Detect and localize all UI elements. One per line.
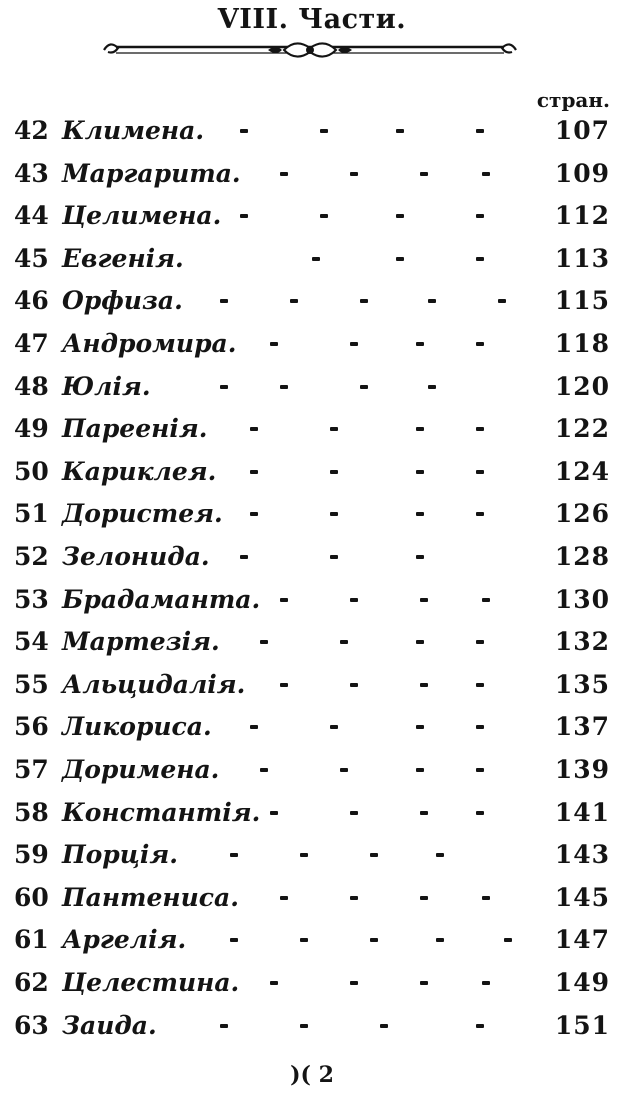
leader-dash — [476, 342, 484, 346]
dot-leader — [220, 410, 512, 448]
signature-mark: )( 2 — [290, 1062, 334, 1088]
leader-dash — [482, 981, 490, 985]
leader-dash — [428, 299, 436, 303]
leader-dash — [240, 555, 248, 559]
toc-entry — [0, 197, 624, 235]
leader-dash — [380, 1024, 388, 1028]
leader-dash — [330, 470, 338, 474]
entry-title: Маргарита. — [62, 158, 241, 188]
entry-number: 54 — [14, 627, 49, 657]
toc-entry — [0, 921, 624, 959]
entry-number: 62 — [14, 968, 49, 997]
leader-dash — [320, 129, 328, 133]
entry-page-number: 147 — [554, 925, 610, 955]
leader-dash — [260, 640, 268, 644]
entry-page-number: 109 — [554, 158, 610, 188]
dot-leader — [220, 751, 512, 789]
dot-leader — [220, 921, 512, 959]
entry-title: Андромира. — [62, 329, 237, 358]
leader-dash — [280, 172, 288, 176]
leader-dash — [416, 427, 424, 431]
leader-dash — [396, 214, 404, 218]
toc-entry — [0, 155, 624, 193]
page-column-label: стран. — [536, 88, 610, 112]
leader-dash — [420, 811, 428, 815]
entry-title: Пареенія. — [62, 414, 208, 444]
leader-dash — [476, 470, 484, 474]
entry-title: Целимена. — [62, 201, 222, 231]
entry-number: 43 — [14, 158, 49, 188]
entry-title: Аргелія. — [62, 925, 187, 955]
leader-dash — [504, 938, 512, 942]
leader-dash — [350, 981, 358, 985]
toc-entry — [0, 708, 624, 746]
leader-dash — [350, 896, 358, 900]
leader-dash — [416, 470, 424, 474]
entry-title: Евгенія. — [62, 243, 184, 273]
dot-leader — [220, 879, 512, 917]
entry-number: 52 — [14, 542, 49, 571]
entry-page-number: 118 — [554, 329, 610, 358]
leader-dash — [370, 938, 378, 942]
toc-entry — [0, 453, 624, 491]
dot-leader — [220, 282, 512, 320]
leader-dash — [436, 853, 444, 857]
leader-dash — [340, 640, 348, 644]
leader-dash — [360, 385, 368, 389]
entry-page-number: 120 — [554, 371, 610, 401]
leader-dash — [416, 555, 424, 559]
leader-dash — [428, 385, 436, 389]
dot-leader — [220, 325, 512, 363]
toc-entry — [0, 964, 624, 1002]
toc-entry — [0, 495, 624, 533]
leader-dash — [250, 470, 258, 474]
dot-leader — [220, 453, 512, 491]
leader-dash — [476, 129, 484, 133]
entry-number: 48 — [14, 371, 49, 401]
entry-number: 57 — [14, 755, 49, 784]
entry-number: 50 — [14, 456, 49, 486]
leader-dash — [476, 811, 484, 815]
dot-leader — [220, 581, 512, 619]
leader-dash — [476, 257, 484, 261]
leader-dash — [300, 938, 308, 942]
toc-entry — [0, 751, 624, 789]
leader-dash — [416, 342, 424, 346]
leader-dash — [416, 768, 424, 772]
entry-page-number: 115 — [554, 286, 610, 316]
entry-title: Пантениса. — [62, 882, 239, 912]
leader-dash — [420, 896, 428, 900]
entry-title: Альцидалія. — [62, 669, 246, 699]
entry-number: 63 — [14, 1010, 49, 1040]
entry-title: Кариклея. — [62, 456, 217, 486]
toc-entry — [0, 623, 624, 661]
entry-number: 46 — [14, 286, 49, 316]
leader-dash — [482, 598, 490, 602]
entry-page-number: 149 — [554, 968, 610, 997]
leader-dash — [476, 1024, 484, 1028]
dot-leader — [220, 155, 512, 193]
leader-dash — [350, 811, 358, 815]
entry-page-number: 126 — [554, 499, 610, 529]
entry-number: 42 — [14, 116, 49, 145]
leader-dash — [340, 768, 348, 772]
leader-dash — [436, 938, 444, 942]
leader-dash — [420, 683, 428, 687]
entry-number: 49 — [14, 414, 49, 444]
leader-dash — [396, 129, 404, 133]
leader-dash — [350, 683, 358, 687]
toc-entry — [0, 325, 624, 363]
entry-number: 47 — [14, 329, 49, 358]
leader-dash — [270, 811, 278, 815]
leader-dash — [350, 598, 358, 602]
entry-number: 51 — [14, 499, 49, 529]
entry-title: Ликориса. — [62, 712, 212, 742]
entry-page-number: 107 — [554, 116, 610, 145]
toc-entry — [0, 581, 624, 619]
toc-entry — [0, 794, 624, 832]
entry-title: Орфиза. — [62, 286, 183, 316]
leader-dash — [370, 853, 378, 857]
dot-leader — [220, 666, 512, 704]
entry-page-number: 122 — [554, 414, 610, 444]
entry-number: 58 — [14, 797, 49, 827]
leader-dash — [350, 172, 358, 176]
entry-page-number: 112 — [554, 201, 610, 231]
entry-page-number: 124 — [554, 456, 610, 486]
leader-dash — [420, 172, 428, 176]
leader-dash — [498, 299, 506, 303]
leader-dash — [416, 512, 424, 516]
toc-entry — [0, 368, 624, 406]
entry-page-number: 132 — [554, 627, 610, 657]
decorative-rule-ornament-icon — [96, 36, 524, 64]
leader-dash — [476, 214, 484, 218]
entry-page-number: 151 — [554, 1010, 610, 1040]
entry-title: Мартезія. — [62, 627, 220, 657]
leader-dash — [230, 938, 238, 942]
leader-dash — [230, 853, 238, 857]
leader-dash — [416, 725, 424, 729]
entry-number: 45 — [14, 243, 49, 273]
leader-dash — [360, 299, 368, 303]
entry-page-number: 143 — [554, 840, 610, 870]
leader-dash — [250, 725, 258, 729]
leader-dash — [270, 981, 278, 985]
toc-entry — [0, 240, 624, 278]
leader-dash — [220, 385, 228, 389]
page-header: VIII. Части. — [217, 4, 407, 35]
leader-dash — [420, 598, 428, 602]
leader-dash — [240, 129, 248, 133]
entry-title: Брадаманта. — [62, 584, 261, 614]
leader-dash — [330, 427, 338, 431]
entry-title: Порція. — [62, 840, 178, 870]
entry-page-number: 141 — [554, 797, 610, 827]
dot-leader — [220, 495, 512, 533]
entry-page-number: 128 — [554, 542, 610, 571]
leader-dash — [250, 512, 258, 516]
toc-entry — [0, 879, 624, 917]
leader-dash — [416, 640, 424, 644]
leader-dash — [260, 768, 268, 772]
entry-number: 53 — [14, 584, 49, 614]
leader-dash — [280, 896, 288, 900]
leader-dash — [290, 299, 298, 303]
dot-leader — [220, 794, 512, 832]
entry-number: 61 — [14, 925, 49, 955]
dot-leader — [220, 836, 512, 874]
entry-page-number: 139 — [554, 755, 610, 784]
leader-dash — [396, 257, 404, 261]
dot-leader — [220, 197, 512, 235]
entry-number: 44 — [14, 201, 49, 231]
entry-number: 60 — [14, 882, 49, 912]
leader-dash — [250, 427, 258, 431]
entry-title: Доримена. — [62, 755, 220, 784]
toc-entry — [0, 1007, 624, 1045]
leader-dash — [220, 1024, 228, 1028]
leader-dash — [420, 981, 428, 985]
dot-leader — [220, 240, 512, 278]
entry-page-number: 145 — [554, 882, 610, 912]
entry-title: Климена. — [62, 116, 205, 145]
entry-page-number: 137 — [554, 712, 610, 742]
leader-dash — [240, 214, 248, 218]
toc-entry — [0, 410, 624, 448]
entry-page-number: 130 — [554, 584, 610, 614]
leader-dash — [330, 725, 338, 729]
leader-dash — [270, 342, 278, 346]
dot-leader — [220, 708, 512, 746]
entry-number: 56 — [14, 712, 49, 742]
toc-entry — [0, 666, 624, 704]
entry-page-number: 135 — [554, 669, 610, 699]
dot-leader — [220, 623, 512, 661]
leader-dash — [482, 172, 490, 176]
leader-dash — [330, 555, 338, 559]
leader-dash — [350, 342, 358, 346]
entry-title: Зелонида. — [62, 542, 210, 571]
toc-entry — [0, 836, 624, 874]
dot-leader — [220, 112, 512, 150]
dot-leader — [220, 368, 512, 406]
leader-dash — [220, 299, 228, 303]
leader-dash — [312, 257, 320, 261]
leader-dash — [330, 512, 338, 516]
toc-entry — [0, 112, 624, 150]
leader-dash — [476, 768, 484, 772]
leader-dash — [476, 725, 484, 729]
leader-dash — [476, 512, 484, 516]
leader-dash — [280, 683, 288, 687]
leader-dash — [476, 640, 484, 644]
leader-dash — [482, 896, 490, 900]
toc-entry — [0, 538, 624, 576]
leader-dash — [476, 683, 484, 687]
toc-entry — [0, 282, 624, 320]
leader-dash — [280, 598, 288, 602]
entry-title: Заида. — [62, 1010, 157, 1040]
entry-title: Целестина. — [62, 968, 240, 997]
leader-dash — [280, 385, 288, 389]
leader-dash — [476, 427, 484, 431]
entry-title: Дористея. — [62, 499, 223, 529]
entry-title: Юлія. — [62, 371, 151, 401]
entry-page-number: 113 — [554, 243, 610, 273]
leader-dash — [300, 853, 308, 857]
entry-number: 59 — [14, 840, 49, 870]
leader-dash — [300, 1024, 308, 1028]
entry-title: Константія. — [62, 797, 261, 827]
dot-leader — [220, 538, 512, 576]
dot-leader — [220, 1007, 512, 1045]
dot-leader — [220, 964, 512, 1002]
leader-dash — [320, 214, 328, 218]
entry-number: 55 — [14, 669, 49, 699]
